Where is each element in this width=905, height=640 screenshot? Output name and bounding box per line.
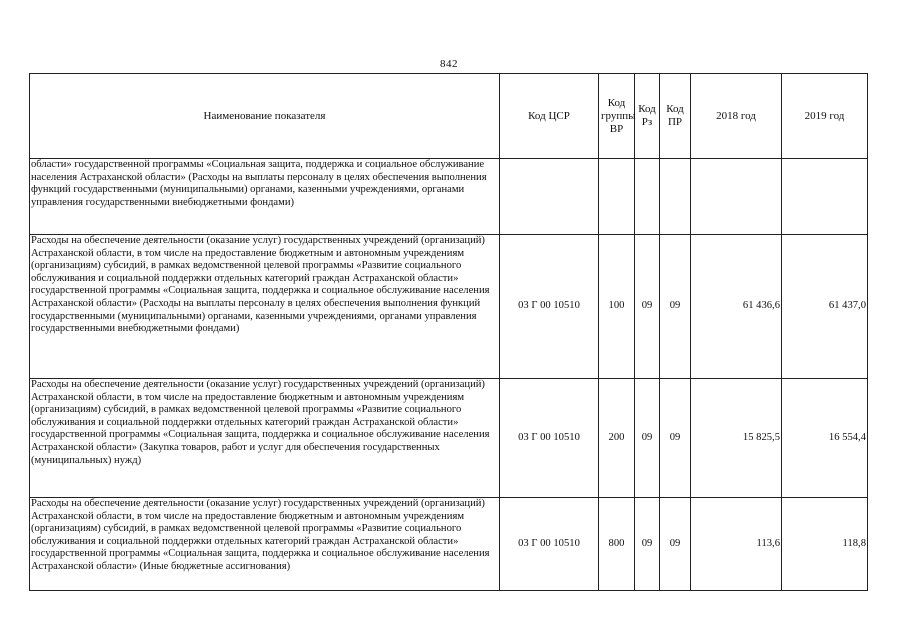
row-name: Расходы на обеспечение деятельности (оказание услуг) государственных учреждений (организаций) Астраханской области, в том числе на предоставление бюджетным и автономным учреждениям (организациям) субсидий, в рамках ведомственной целевой программы «Развитие социального обслуживания и социальной поддержки отдельных категорий граждан Астраханской области» государственной программы «Социальная защита, поддержка и социальное обслуживание населения Астраханской области» (Расходы на выплаты персоналу в целях обеспечения выполнения функций государственными (муниципальными) органами, казенными учреждениями, органами управления государственными внебюджетными фондами) [30,235,500,379]
row-2018: 15 825,5 [691,379,782,498]
row-pr: 09 [660,379,691,498]
row-vr: 100 [599,235,635,379]
row-rz: 09 [635,379,660,498]
budget-table [29,73,868,591]
header-vr: Код группы ВР [599,74,635,159]
row-rz [635,159,660,235]
table-header-row [30,74,868,159]
row-2018 [691,159,782,235]
row-2018: 61 436,6 [691,235,782,379]
table-row [30,235,868,379]
row-name: Расходы на обеспечение деятельности (оказание услуг) государственных учреждений (организаций) Астраханской области, в том числе на предоставление бюджетным и автономным учреждениям (организациям) субсидий, в рамках ведомственной целевой программы «Развитие социального обслуживания и социальной поддержки отдельных категорий граждан Астраханской области» государственной программы «Социальная защита, поддержка и социальное обслуживание населения Астраханской области» (Закупка товаров, работ и услуг для обеспечения государственных (муниципальных) нужд) [30,379,500,498]
row-vr: 800 [599,498,635,591]
row-csr: 03 Г 00 10510 [500,379,599,498]
row-csr [500,159,599,235]
row-vr [599,159,635,235]
header-2018: 2018 год [691,74,782,159]
row-name: Расходы на обеспечение деятельности (оказание услуг) государственных учреждений (организаций) Астраханской области, в том числе на предоставление бюджетным и автономным учреждениям (организациям) субсидий, в рамках ведомственной целевой программы «Развитие социального обслуживания и социальной поддержки отдельных категорий граждан Астраханской области» государственной программы «Социальная защита, поддержка и социальное обслуживание населения Астраханской области» (Иные бюджетные ассигнования) [30,498,500,591]
row-pr: 09 [660,498,691,591]
row-2018: 113,6 [691,498,782,591]
header-name: Наименование показателя [30,74,500,159]
table-row [30,498,868,591]
row-csr: 03 Г 00 10510 [500,235,599,379]
page-number: 842 [440,58,458,70]
header-rz: Код Рз [635,74,660,159]
row-name: области» государственной программы «Социальная защита, поддержка и социальное обслуживание населения Астраханской области» (Расходы на выплаты персоналу в целях обеспечения выполнения функций государственными (муниципальными) органами, казенными учреждениями, органами управления государственными внебюджетными фондами) [30,159,500,235]
row-pr: 09 [660,235,691,379]
table-row [30,159,868,235]
row-2019: 118,8 [782,498,868,591]
row-2019: 16 554,4 [782,379,868,498]
header-pr: Код ПР [660,74,691,159]
row-rz: 09 [635,235,660,379]
row-rz: 09 [635,498,660,591]
row-vr: 200 [599,379,635,498]
table-row [30,379,868,498]
row-pr [660,159,691,235]
row-2019: 61 437,0 [782,235,868,379]
row-csr: 03 Г 00 10510 [500,498,599,591]
row-2019 [782,159,868,235]
header-csr: Код ЦСР [500,74,599,159]
header-2019: 2019 год [782,74,868,159]
